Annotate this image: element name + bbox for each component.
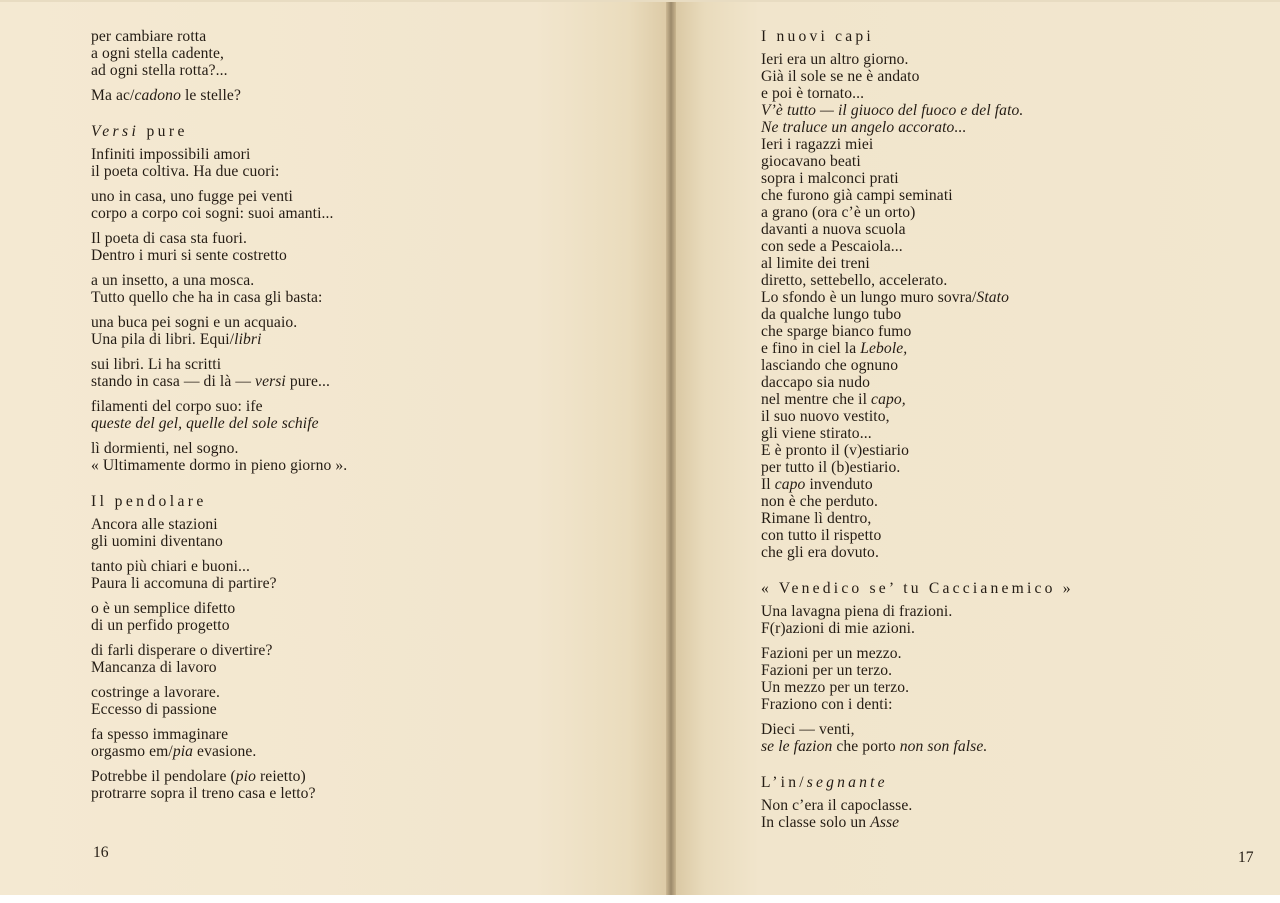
poem-title: « Venedico se’ tu Caccianemico »	[761, 580, 1074, 597]
poem-line: al limite dei treni	[761, 255, 870, 272]
poem-line: Fazioni per un terzo.	[761, 662, 893, 679]
poem-line: per tutto il (b)estiario.	[761, 459, 901, 476]
poem-line: davanti a nuova scuola	[761, 221, 906, 238]
poem-line: Una pila di libri. Equi/libri	[91, 331, 262, 348]
poem-line: protrarre sopra il treno casa e letto?	[91, 785, 316, 802]
poem-title: L’in/segnante	[761, 774, 888, 791]
poem-line: con sede a Pescaiola...	[761, 238, 903, 255]
poem-line: o è un semplice difetto	[91, 600, 236, 617]
poem-line: nel mentre che il capo,	[761, 391, 906, 408]
poem-line: gli viene stirato...	[761, 425, 872, 442]
poem-line: non è che perduto.	[761, 493, 878, 510]
poem-line: Ma ac/cadono le stelle?	[91, 87, 241, 104]
book-gutter	[666, 0, 676, 903]
poem-line: sopra i malconci prati	[761, 170, 899, 187]
page-number: 17	[1238, 849, 1254, 866]
poem-line: Rimane lì dentro,	[761, 510, 872, 527]
poem-line: una buca pei sogni e un acquaio.	[91, 314, 298, 331]
poem-line: In classe solo un Asse	[761, 814, 900, 831]
poem-line: il suo nuovo vestito,	[761, 408, 890, 425]
poem-line: ad ogni stella rotta?...	[91, 62, 228, 79]
poem-title: I nuovi capi	[761, 28, 874, 45]
poem-line: fa spesso immaginare	[91, 726, 229, 743]
right-page-text	[761, 28, 1261, 831]
poem-line: Lo sfondo è un lungo muro sovra/Stato	[761, 289, 1009, 306]
poem-line: « Ultimamente dormo in pieno giorno ».	[91, 457, 348, 474]
scan-top-edge	[0, 0, 1280, 2]
poem-title: Versi pure	[91, 123, 188, 140]
left-page-text	[91, 28, 651, 802]
poem-line: a un insetto, a una mosca.	[91, 272, 255, 289]
poem-line: se le fazion che porto non son false.	[761, 738, 988, 755]
poem-line: lasciando che ognuno	[761, 357, 899, 374]
poem-line: Il poeta di casa sta fuori.	[91, 230, 247, 247]
poem-line: che gli era dovuto.	[761, 544, 879, 561]
poem-line: Già il sole se ne è andato	[761, 68, 920, 85]
poem-line: Ancora alle stazioni	[91, 516, 218, 533]
poem-line: Mancanza di lavoro	[91, 659, 217, 676]
poem-line: Tutto quello che ha in casa gli basta:	[91, 289, 323, 306]
poem-line: da qualche lungo tubo	[761, 306, 902, 323]
poem-line: corpo a corpo coi sogni: suoi amanti...	[91, 205, 334, 222]
poem-line: a grano (ora c’è un orto)	[761, 204, 916, 221]
poem-line: lì dormienti, nel sogno.	[91, 440, 239, 457]
poem-line: a ogni stella cadente,	[91, 45, 224, 62]
poem-line: di farli disperare o divertire?	[91, 642, 273, 659]
poem-line: e fino in ciel la Lebole,	[761, 340, 908, 357]
poem-line: Ne traluce un angelo accorato...	[761, 119, 967, 136]
poem-line: Fraziono con i denti:	[761, 696, 893, 713]
poem-line: Paura li accomuna di partire?	[91, 575, 277, 592]
poem-line: Non c’era il capoclasse.	[761, 797, 913, 814]
poem-line: E è pronto il (v)estiario	[761, 442, 909, 459]
poem-line: Ieri i ragazzi miei	[761, 136, 874, 153]
poem-line: Dentro i muri si sente costretto	[91, 247, 287, 264]
poem-line: che sparge bianco fumo	[761, 323, 912, 340]
poem-line: Eccesso di passione	[91, 701, 217, 718]
poem-line: V’è tutto — il giuoco del fuoco e del fato.	[761, 102, 1024, 119]
poem-line: Ieri era un altro giorno.	[761, 51, 909, 68]
poem-line: che furono già campi seminati	[761, 187, 953, 204]
poem-line: costringe a lavorare.	[91, 684, 220, 701]
page-number: 16	[93, 844, 109, 861]
poem-line: Una lavagna piena di frazioni.	[761, 603, 953, 620]
poem-line: Fazioni per un mezzo.	[761, 645, 902, 662]
poem-line: F(r)azioni di mie azioni.	[761, 620, 916, 637]
poem-line: uno in casa, uno fugge pei venti	[91, 188, 293, 205]
poem-line: Il capo invenduto	[761, 476, 873, 493]
poem-line: Potrebbe il pendolare (pio reietto)	[91, 768, 306, 785]
poem-line: il poeta coltiva. Ha due cuori:	[91, 163, 280, 180]
scan-bottom-edge	[0, 895, 1280, 903]
poem-line: gli uomini diventano	[91, 533, 223, 550]
poem-line: giocavano beati	[761, 153, 861, 170]
poem-line: diretto, settebello, accelerato.	[761, 272, 948, 289]
poem-line: per cambiare rotta	[91, 28, 207, 45]
poem-line: con tutto il rispetto	[761, 527, 882, 544]
poem-line: Infiniti impossibili amori	[91, 146, 251, 163]
poem-line: sui libri. Li ha scritti	[91, 356, 222, 373]
poem-line: e poi è tornato...	[761, 85, 865, 102]
poem-line: tanto più chiari e buoni...	[91, 558, 251, 575]
poem-title: Il pendolare	[91, 493, 207, 510]
poem-line: stando in casa — di là — versi pure...	[91, 373, 330, 390]
poem-line: orgasmo em/pia evasione.	[91, 743, 257, 760]
poem-line: daccapo sia nudo	[761, 374, 870, 391]
poem-line: filamenti del corpo suo: ife	[91, 398, 263, 415]
poem-line: queste del gel, quelle del sole schife	[91, 415, 319, 432]
poem-line: di un perfido progetto	[91, 617, 230, 634]
poem-line: Un mezzo per un terzo.	[761, 679, 910, 696]
poem-line: Dieci — venti,	[761, 721, 855, 738]
